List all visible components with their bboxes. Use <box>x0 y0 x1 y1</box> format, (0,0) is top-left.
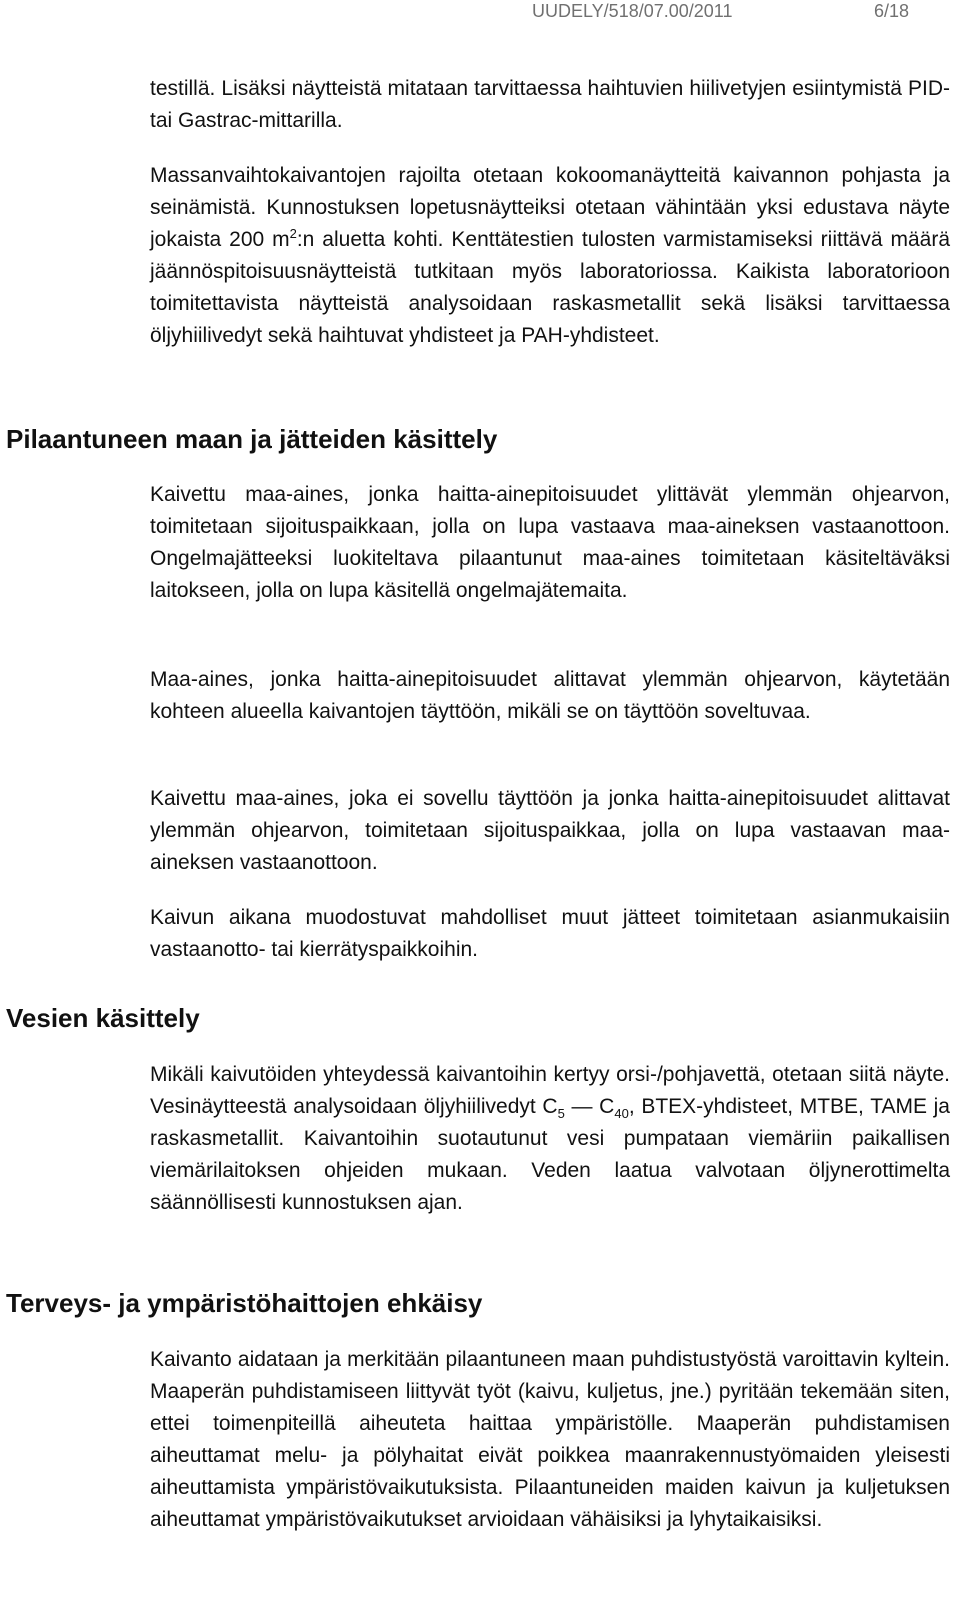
section-heading-terveys: Terveys- ja ympäristöhaittojen ehkäisy <box>6 1288 483 1318</box>
subscript-5: 5 <box>557 1106 565 1122</box>
vesien-dash: — C <box>564 1095 615 1118</box>
intro-paragraph-2-part1: Massanvaihtokaivantojen rajoilta otetaan kokoomanäytteitä kaivannon pohjasta ja seinämistä. Kunnostuksen lopetusnäytteiksi otetaan vähintään yksi edustava näyte jokaista 200 m <box>150 164 950 251</box>
superscript-2: 2 <box>289 226 297 241</box>
pilaantunut-paragraph-2: Maa-aines, jonka haitta-ainepitoisuudet alittavat ylemmän ohjearvon, käytetään kohteen alueella kaivantojen täyttöön, mikäli se on täyttöön soveltuvaa. <box>150 668 950 723</box>
terveys-paragraph: Kaivanto aidataan ja merkitään pilaantuneen maan puhdistustyöstä varoittavin kyltein. Maaperän puhdistamiseen liittyvät työt (kaivu, kuljetus, jne.) pyritään tekemään siten, ettei toimenpiteillä aiheuteta haittaa ympäristölle. Maaperän puhdistamisen aiheuttamat melu- ja pölyhaitat eivät poikkea maanrakennustyömaiden yleisesti aiheuttamista ympäristövaikutuksista. Pilaantuneiden maiden kaivun ja kuljetuksen aiheuttamat ympäristövaikutukset arvioidaan vähäisiksi ja lyhytaikaisiksi. <box>150 1348 950 1531</box>
pilaantunut-paragraph-4: Kaivun aikana muodostuvat mahdolliset muut jätteet toimitetaan asianmukaisiin vastaanotto- tai kierrätyspaikkoihin. <box>150 906 950 961</box>
page-number: 6/18 <box>874 1 910 21</box>
vesien-text-2: , BTEX-yhdisteet, MTBE, TAME ja raskasmetallit. Kaivantoihin suotautunut vesi pumpataan viemäriin paikallisen viemärilaitoksen ohjeiden mukaan. Veden laatua valvotaan öljynerottimelta säännöllisesti kunnostuksen ajan. <box>150 1095 950 1214</box>
section-heading-pilaantunut: Pilaantuneen maan ja jätteiden käsittely <box>6 424 498 454</box>
vesien-paragraph <box>150 1059 950 1219</box>
page-header <box>0 1 960 29</box>
pilaantunut-paragraph-1: Kaivettu maa-aines, jonka haitta-ainepitoisuudet ylittävät ylemmän ohjearvon, toimitetaan sijoituspaikkaan, jolla on lupa vastaava maa-aineksen vastaanottoon. Ongelmajätteeksi luokiteltava pilaantunut maa-aines toimitetaan käsiteltäväksi laitokseen, jolla on lupa käsitellä ongelmajätemaita. <box>150 483 950 602</box>
section-heading-vesien: Vesien käsittely <box>6 1003 200 1033</box>
intro-paragraph-1: testillä. Lisäksi näytteistä mitataan tarvittaessa haihtuvien hiilivetyjen esiintymistä PID- tai Gastrac-mittarilla. <box>150 77 950 132</box>
subscript-40: 40 <box>614 1106 629 1122</box>
vesien-text-1: Mikäli kaivutöiden yhteydessä kaivantoihin kertyy orsi-/pohjavettä, otetaan siitä näyte. Vesinäytteestä analysoidaan öljyhiilivedyt C <box>150 1063 950 1118</box>
document-reference: UUDELY/518/07.00/2011 <box>532 1 733 21</box>
intro-paragraph-2 <box>150 160 950 352</box>
intro-paragraph-2-part2: :n aluetta kohti. Kenttätestien tulosten varmistamiseksi riittävä määrä jäännöspitoisuusnäytteistä tutkitaan myös laboratoriossa. Kaikista laboratorioon toimitettavista näytteistä analysoidaan raskasmetallit sekä lisäksi tarvittaessa öljyhiilivedyt sekä haihtuvat yhdisteet ja PAH-yhdisteet. <box>150 228 950 347</box>
pilaantunut-paragraph-3: Kaivettu maa-aines, joka ei sovellu täyttöön ja jonka haitta-ainepitoisuudet alittavat ylemmän ohjearvon, toimitetaan sijoituspaikkaa, jolla on lupa vastaavan maa-aineksen vastaanottoon. <box>150 787 950 874</box>
